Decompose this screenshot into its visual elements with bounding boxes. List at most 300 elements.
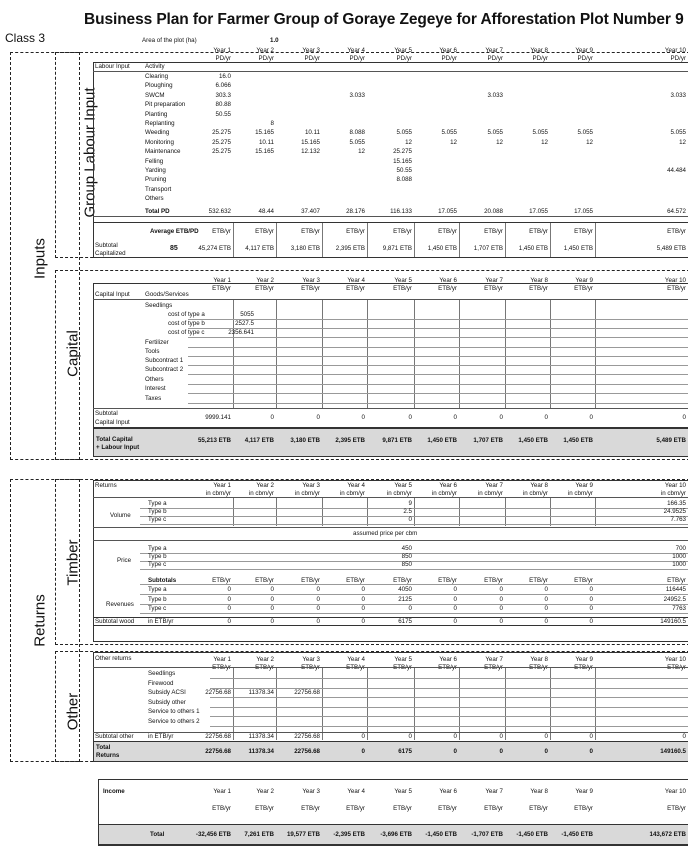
price-line-0 xyxy=(140,553,688,554)
other-year-5: Year 5 xyxy=(394,656,412,663)
labour-value-1-1: 6.066 xyxy=(215,82,231,90)
inputs-label: Inputs xyxy=(31,238,49,279)
other-unit-1: ETB/yr xyxy=(212,664,231,671)
total-returns-10: 149160.5 xyxy=(660,748,686,755)
labour-total-9: 17.055 xyxy=(574,208,593,215)
timber-unit-10: in cbm/yr xyxy=(660,490,686,497)
other-item-line-3 xyxy=(210,707,688,708)
timber-unit-3: in cbm/yr xyxy=(294,490,320,497)
labour-year-6: Year 6 xyxy=(439,47,457,54)
labour-unit-9: PD/yr xyxy=(577,55,593,62)
timber-unit-5: in cbm/yr xyxy=(386,490,412,497)
revenue-0-5: 4050 xyxy=(398,586,412,593)
timber-volume-divider-7 xyxy=(505,498,506,526)
capital-item-8: Others xyxy=(145,376,164,383)
revenue-1-7: 0 xyxy=(499,595,503,603)
revenue-1-10: 24952.5 xyxy=(663,595,686,603)
total-capital-7: 1,707 ETB xyxy=(473,437,503,444)
labour-value-7-9: 12 xyxy=(586,138,593,146)
total-returns-3: 22756.68 xyxy=(294,748,320,755)
revenue-0-1: 0 xyxy=(227,586,231,593)
capital-unit-9: ETB/yr xyxy=(574,285,593,292)
labour-value-7-3: 15.165 xyxy=(301,138,320,146)
subtotal-wood-5: 6175 xyxy=(398,618,412,625)
labour-value-3-1: 80.88 xyxy=(215,101,231,109)
subtotal-wood-3: 0 xyxy=(316,618,320,625)
labour-subtotal-label: Subtotal xyxy=(95,242,118,249)
capital-year-1: Year 1 xyxy=(213,277,231,284)
other-unit-8: ETB/yr xyxy=(529,664,548,671)
labour-unit-6: PD/yr xyxy=(441,55,457,62)
capital-year-9: Year 9 xyxy=(575,277,593,284)
labour-value-7-7: 12 xyxy=(496,138,503,146)
income-year-1: Year 1 xyxy=(213,788,231,795)
income-total-1: -32,456 ETB xyxy=(195,831,231,838)
income-unit-6: ETB/yr xyxy=(438,805,457,812)
labour-subtotal-3: 3,180 ETB xyxy=(290,245,320,252)
subtotal-other-9: 0 xyxy=(589,733,593,740)
labour-unit-3: PD/yr xyxy=(304,55,320,62)
subtotal-other-unit: in ETB/yr xyxy=(148,733,174,740)
labour-capitalized-label: Capitalized xyxy=(95,250,126,257)
activity-4: Planting xyxy=(145,110,168,118)
labour-value-6-5: 5.055 xyxy=(396,129,412,137)
labour-value-7-10: 12 xyxy=(679,138,686,146)
price-note-line-top xyxy=(93,527,688,528)
price-y10-2: 1000 xyxy=(672,561,686,569)
volume-y5-2: 0 xyxy=(408,516,412,524)
subtotal-other-4: 0 xyxy=(361,733,365,740)
revenue-0-3: 0 xyxy=(316,586,320,593)
income-total-4: -2,395 ETB xyxy=(333,831,365,838)
labour-total-3: 37.407 xyxy=(301,208,320,215)
labour-value-8-3: 12.132 xyxy=(301,148,320,156)
other-year-9: Year 9 xyxy=(575,656,593,663)
timber-year-9: Year 9 xyxy=(575,482,593,489)
page-title: Business Plan for Farmer Group of Goraye Zegeye for Afforestation Plot Number 9 xyxy=(84,11,684,28)
timber-year-1: Year 1 xyxy=(213,482,231,489)
other-item-line-0 xyxy=(210,678,688,679)
revenues-label: Revenues xyxy=(106,601,134,608)
income-total-5: -3,696 ETB xyxy=(380,831,412,838)
total-returns-label: Total xyxy=(96,744,111,751)
total-returns-5: 6175 xyxy=(398,748,412,755)
timber-volume-divider-1 xyxy=(233,498,234,526)
seedling-cost-1: 5055 xyxy=(240,311,254,318)
subtotal-other-10: 0 xyxy=(682,733,686,740)
subtotal-wood-unit: in ETB/yr xyxy=(148,618,174,625)
revenue-2-5: 0 xyxy=(408,605,412,612)
labour-subtotal-8: 1,450 ETB xyxy=(518,245,548,252)
labour-etb-unit-10: ETB/yr xyxy=(667,228,686,235)
capital-subtotal-4: 0 xyxy=(361,414,365,421)
total-capital-1: 55,213 ETB xyxy=(197,437,231,444)
other-year-1: Year 1 xyxy=(213,656,231,663)
revenue-0-9: 0 xyxy=(589,586,593,593)
labour-subtotal-divider-3 xyxy=(322,223,323,257)
income-unit-5: ETB/yr xyxy=(393,805,412,812)
capital-divider-2 xyxy=(276,300,277,408)
income-unit-1: ETB/yr xyxy=(212,805,231,812)
revenue-2-4: 0 xyxy=(361,605,365,612)
income-unit-4: ETB/yr xyxy=(346,805,365,812)
timber-volume-divider-3 xyxy=(322,498,323,526)
timber-unit-1: in cbm/yr xyxy=(205,490,231,497)
activity-header: Activity xyxy=(145,63,165,70)
other-unit-10: ETB/yr xyxy=(667,664,686,671)
income-unit-2: ETB/yr xyxy=(255,805,274,812)
volume-line-0 xyxy=(140,508,688,509)
revenue-2-9: 0 xyxy=(589,605,593,612)
labour-year-7: Year 7 xyxy=(485,47,503,54)
labour-etb-unit-1: ETB/yr xyxy=(212,228,231,235)
capital-item-2: cost of type b xyxy=(168,320,205,327)
capital-divider-6 xyxy=(459,300,460,408)
subtotal-wood-4: 0 xyxy=(361,618,365,625)
labour-unit-5: PD/yr xyxy=(396,55,412,62)
labour-subtotal-divider-2 xyxy=(276,223,277,257)
subsidy-acsi-3: 22756.68 xyxy=(294,689,320,696)
capital-unit-5: ETB/yr xyxy=(393,285,412,292)
price-type-1: Type b xyxy=(148,553,167,561)
total-capital-5: 9,871 ETB xyxy=(382,437,412,444)
other-label: Other xyxy=(64,692,82,731)
other-unit-5: ETB/yr xyxy=(393,664,412,671)
income-year-5: Year 5 xyxy=(394,788,412,795)
avg-etb-label: Average ETB/PD xyxy=(150,228,199,235)
capital-unit-7: ETB/yr xyxy=(484,285,503,292)
total-pd-label: Total PD xyxy=(145,208,170,215)
revenue-2-6: 0 xyxy=(453,605,457,612)
seedling-cost-2: 2527.5 xyxy=(235,320,254,327)
capital-unit-1: ETB/yr xyxy=(212,285,231,292)
labour-total-5: 116.133 xyxy=(390,208,412,215)
volume-y10-0: 166.35 xyxy=(667,500,686,507)
capital-item-9: Interest xyxy=(145,385,166,392)
revenue-1-8: 0 xyxy=(544,595,548,603)
timber-subtotals-line xyxy=(140,584,688,585)
timber-etb-unit-8: ETB/yr xyxy=(529,577,548,584)
timber-unit-4: in cbm/yr xyxy=(339,490,365,497)
revenue-type-1: Type b xyxy=(148,595,167,603)
revenue-type-0: Type a xyxy=(148,586,167,593)
other-header-underline xyxy=(93,667,688,668)
timber-unit-8: in cbm/yr xyxy=(522,490,548,497)
timber-etb-unit-6: ETB/yr xyxy=(438,577,457,584)
other-item-3: Subsidy other xyxy=(148,698,186,706)
capital-subtotal-10: 0 xyxy=(682,414,686,421)
labour-value-2-1: 303.3 xyxy=(215,91,231,99)
labour-value-7-5: 12 xyxy=(405,138,412,146)
capital-unit-6: ETB/yr xyxy=(438,285,457,292)
subtotal-wood-9: 0 xyxy=(589,618,593,625)
income-year-8: Year 8 xyxy=(530,788,548,795)
subtotal-other-3: 22756.68 xyxy=(294,733,320,740)
price-note: assumed price per cbm xyxy=(353,530,418,537)
capital-item-0: Seedlings xyxy=(145,302,173,309)
subtotal-wood-7: 0 xyxy=(499,618,503,625)
total-capital-8: 1,450 ETB xyxy=(518,437,548,444)
capital-item-5: Tools xyxy=(145,348,160,355)
timber-etb-unit-10: ETB/yr xyxy=(667,577,686,584)
capital-item-7: Subcontract 2 xyxy=(145,366,184,373)
labour-total-8: 17.055 xyxy=(529,208,548,215)
capital-input-label: Capital Input xyxy=(95,291,130,298)
labour-unit-8: PD/yr xyxy=(532,55,548,62)
labour-value-6-10: 5.055 xyxy=(670,129,686,137)
capital-item-line-2 xyxy=(188,328,688,329)
subtotal-wood-label: Subtotal wood xyxy=(95,618,135,625)
activity-5: Replanting xyxy=(145,120,175,127)
subtotal-wood-6: 0 xyxy=(453,618,457,625)
revenue-1-3: 0 xyxy=(316,595,320,603)
revenue-1-4: 0 xyxy=(361,595,365,603)
activity-0: Clearing xyxy=(145,73,169,80)
capital-year-8: Year 8 xyxy=(530,277,548,284)
capital-divider-7 xyxy=(505,300,506,408)
income-unit-3: ETB/yr xyxy=(301,805,320,812)
labour-value-2-4: 3.033 xyxy=(349,91,365,99)
labour-subtotal-divider-6 xyxy=(459,223,460,257)
labour-unit-4: PD/yr xyxy=(349,55,365,62)
income-total-10: 143,672 ETB xyxy=(649,831,686,838)
income-total-9: -1,450 ETB xyxy=(561,831,593,838)
total-returns-6: 0 xyxy=(453,748,457,755)
other-item-0: Seedlings xyxy=(148,670,176,677)
timber-year-7: Year 7 xyxy=(485,482,503,489)
revenue-1-6: 0 xyxy=(453,595,457,603)
capital-year-6: Year 6 xyxy=(439,277,457,284)
timber-unit-7: in cbm/yr xyxy=(477,490,503,497)
timber-etb-unit-2: ETB/yr xyxy=(255,577,274,584)
volume-type-0: Type a xyxy=(148,500,167,507)
labour-unit-1: PD/yr xyxy=(215,55,231,62)
labour-value-7-1: 25.275 xyxy=(212,138,231,146)
activity-11: Pruning xyxy=(145,176,167,184)
labour-value-6-7: 5.055 xyxy=(487,129,503,137)
timber-etb-unit-4: ETB/yr xyxy=(346,577,365,584)
income-unit-8: ETB/yr xyxy=(529,805,548,812)
capital-item-3: cost of type c xyxy=(168,329,205,336)
subtotals-label: Subtotals xyxy=(148,577,177,584)
labour-year-4: Year 4 xyxy=(347,47,365,54)
labour-value-11-5: 8.088 xyxy=(396,176,412,184)
group-labour-input-label: Group Labour Input xyxy=(81,87,99,218)
labour-value-10-10: 44.484 xyxy=(667,167,686,174)
total-returns-label-2: Returns xyxy=(96,752,120,759)
activity-9: Felling xyxy=(145,157,164,165)
capital-subtotal-5: 0 xyxy=(408,414,412,421)
revenue-0-10: 116445 xyxy=(665,586,686,593)
income-total-8: -1,450 ETB xyxy=(516,831,548,838)
capital-item-line-7 xyxy=(188,374,688,375)
volume-y5-0: 9 xyxy=(408,500,412,507)
other-item-5: Service to others 2 xyxy=(148,717,200,725)
other-item-line-5 xyxy=(210,726,688,727)
capital-subtotal-1: 9999.141 xyxy=(205,414,231,421)
other-item-line-2 xyxy=(210,697,688,698)
labour-value-7-8: 12 xyxy=(541,138,548,146)
price-type-0: Type a xyxy=(148,545,167,552)
capital-label: Capital xyxy=(64,330,82,377)
timber-unit-2: in cbm/yr xyxy=(248,490,274,497)
activity-12: Transport xyxy=(145,185,172,193)
income-year-3: Year 3 xyxy=(302,788,320,795)
activity-10: Yarding xyxy=(145,167,166,174)
timber-volume-divider-8 xyxy=(550,498,551,526)
labour-subtotal-divider-4 xyxy=(367,223,368,257)
income-unit-7: ETB/yr xyxy=(484,805,503,812)
income-unit-10: ETB/yr xyxy=(667,805,686,812)
labour-value-8-5: 25.275 xyxy=(393,148,412,156)
returns-label-row: Returns xyxy=(95,482,117,489)
revenue-line-2 xyxy=(140,613,688,614)
price-y10-1: 1000 xyxy=(672,553,686,561)
labour-value-2-10: 3.033 xyxy=(670,91,686,99)
labour-value-6-3: 10.11 xyxy=(304,129,320,137)
labour-value-10-5: 50.55 xyxy=(396,167,412,174)
labour-subtotal-2: 4,117 ETB xyxy=(245,245,274,252)
price-line-1 xyxy=(140,561,688,562)
income-year-9: Year 9 xyxy=(575,788,593,795)
labour-total-1: 532.632 xyxy=(208,208,231,215)
timber-etb-unit-1: ETB/yr xyxy=(212,577,231,584)
labour-value-6-8: 5.055 xyxy=(532,129,548,137)
volume-line-1 xyxy=(140,516,688,517)
other-year-4: Year 4 xyxy=(347,656,365,663)
income-total-6: -1,450 ETB xyxy=(425,831,457,838)
capital-subtotal-label: Subtotal xyxy=(95,410,118,417)
labour-year-2: Year 2 xyxy=(256,47,274,54)
labour-subtotal-divider-8 xyxy=(550,223,551,257)
subtotal-wood-10: 149160.5 xyxy=(660,618,686,625)
labour-etb-unit-4: ETB/yr xyxy=(346,228,365,235)
capital-subtotal-9: 0 xyxy=(589,414,593,421)
revenue-type-2: Type c xyxy=(148,605,167,612)
price-y5-2: 850 xyxy=(401,561,412,569)
subtotal-wood-8: 0 xyxy=(544,618,548,625)
capital-subtotal-7: 0 xyxy=(499,414,503,421)
timber-year-5: Year 5 xyxy=(394,482,412,489)
total-returns-2: 11378.34 xyxy=(248,748,274,755)
avg-etb-value: 85 xyxy=(170,245,178,252)
income-unit-9: ETB/yr xyxy=(574,805,593,812)
capital-unit-8: ETB/yr xyxy=(529,285,548,292)
total-returns-7: 0 xyxy=(499,748,503,755)
other-unit-7: ETB/yr xyxy=(484,664,503,671)
labour-value-0-1: 16.0 xyxy=(218,73,231,80)
other-unit-3: ETB/yr xyxy=(301,664,320,671)
activity-1: Ploughing xyxy=(145,82,173,90)
volume-label: Volume xyxy=(110,512,131,519)
capital-item-4: Fertilizer xyxy=(145,339,169,346)
other-item-4: Service to others 1 xyxy=(148,708,200,715)
timber-header-underline xyxy=(93,497,688,498)
revenue-0-2: 0 xyxy=(270,586,274,593)
labour-subtotal-divider-9 xyxy=(595,223,596,257)
labour-year-1: Year 1 xyxy=(213,47,231,54)
activity-7: Monitoring xyxy=(145,138,174,146)
activity-8: Maintenance xyxy=(145,148,181,156)
labour-subtotal-divider-5 xyxy=(414,223,415,257)
capital-subtotal-8: 0 xyxy=(544,414,548,421)
income-year-4: Year 4 xyxy=(347,788,365,795)
volume-type-2: Type c xyxy=(148,516,167,524)
plot-area-value: 1.0 xyxy=(270,37,279,44)
capital-year-10: Year 10 xyxy=(664,277,686,284)
labour-value-8-1: 25.275 xyxy=(212,148,231,156)
labour-etb-unit-6: ETB/yr xyxy=(438,228,457,235)
timber-unit-9: in cbm/yr xyxy=(567,490,593,497)
price-y5-0: 450 xyxy=(401,545,412,552)
activity-13: Others xyxy=(145,195,164,203)
other-unit-6: ETB/yr xyxy=(438,664,457,671)
capital-header-underline xyxy=(93,299,688,300)
price-type-2: Type c xyxy=(148,561,167,569)
labour-etb-unit-2: ETB/yr xyxy=(255,228,274,235)
returns-label: Returns xyxy=(31,594,49,647)
timber-etb-unit-3: ETB/yr xyxy=(301,577,320,584)
revenue-2-8: 0 xyxy=(544,605,548,612)
other-item-line-4 xyxy=(210,716,688,717)
timber-volume-divider-5 xyxy=(414,498,415,526)
timber-volume-divider-9 xyxy=(595,498,596,526)
subtotal-other-2: 11378.34 xyxy=(248,733,274,740)
timber-year-3: Year 3 xyxy=(302,482,320,489)
price-y10-0: 700 xyxy=(675,545,686,552)
total-capital-4: 2,395 ETB xyxy=(335,437,365,444)
total-capital-label-2: + Labour Input xyxy=(96,444,140,451)
activity-3: Pit preparation xyxy=(145,101,186,109)
capital-subtotal-line xyxy=(93,408,688,409)
income-total-7: -1,707 ETB xyxy=(471,831,503,838)
subtotal-other-5: 0 xyxy=(408,733,412,740)
capital-divider-3 xyxy=(322,300,323,408)
timber-year-6: Year 6 xyxy=(439,482,457,489)
capital-divider-9 xyxy=(595,300,596,408)
labour-value-6-6: 5.055 xyxy=(441,129,457,137)
labour-input-label: Labour Input xyxy=(95,63,130,70)
activity-2: SWCM xyxy=(145,91,165,99)
total-capital-6: 1,450 ETB xyxy=(427,437,457,444)
income-label: Income xyxy=(103,788,125,795)
other-year-6: Year 6 xyxy=(439,656,457,663)
labour-total-4: 28.176 xyxy=(346,208,365,215)
labour-unit-7: PD/yr xyxy=(487,55,503,62)
timber-year-8: Year 8 xyxy=(530,482,548,489)
labour-etb-unit-8: ETB/yr xyxy=(529,228,548,235)
other-year-3: Year 3 xyxy=(302,656,320,663)
revenue-1-5: 2125 xyxy=(398,595,412,603)
revenue-2-7: 0 xyxy=(499,605,503,612)
labour-etb-unit-9: ETB/yr xyxy=(574,228,593,235)
total-returns-8: 0 xyxy=(544,748,548,755)
subtotal-other-6: 0 xyxy=(453,733,457,740)
capital-item-10: Taxes xyxy=(145,395,162,402)
labour-subtotal-9: 1,450 ETB xyxy=(563,245,593,252)
revenue-1-2: 0 xyxy=(270,595,274,603)
capital-item-line-9 xyxy=(188,393,688,394)
plot-area-label: Area of the plot (ha) xyxy=(142,37,197,44)
labour-header-underline xyxy=(93,71,688,72)
volume-type-1: Type b xyxy=(148,508,167,516)
capital-subtotal-2: 0 xyxy=(270,414,274,421)
labour-unit-10: PD/yr xyxy=(670,55,686,62)
revenue-2-10: 7763 xyxy=(672,605,686,612)
income-total-3: 19,577 ETB xyxy=(286,831,320,838)
timber-volume-divider-2 xyxy=(276,498,277,526)
timber-year-10: Year 10 xyxy=(664,482,686,489)
